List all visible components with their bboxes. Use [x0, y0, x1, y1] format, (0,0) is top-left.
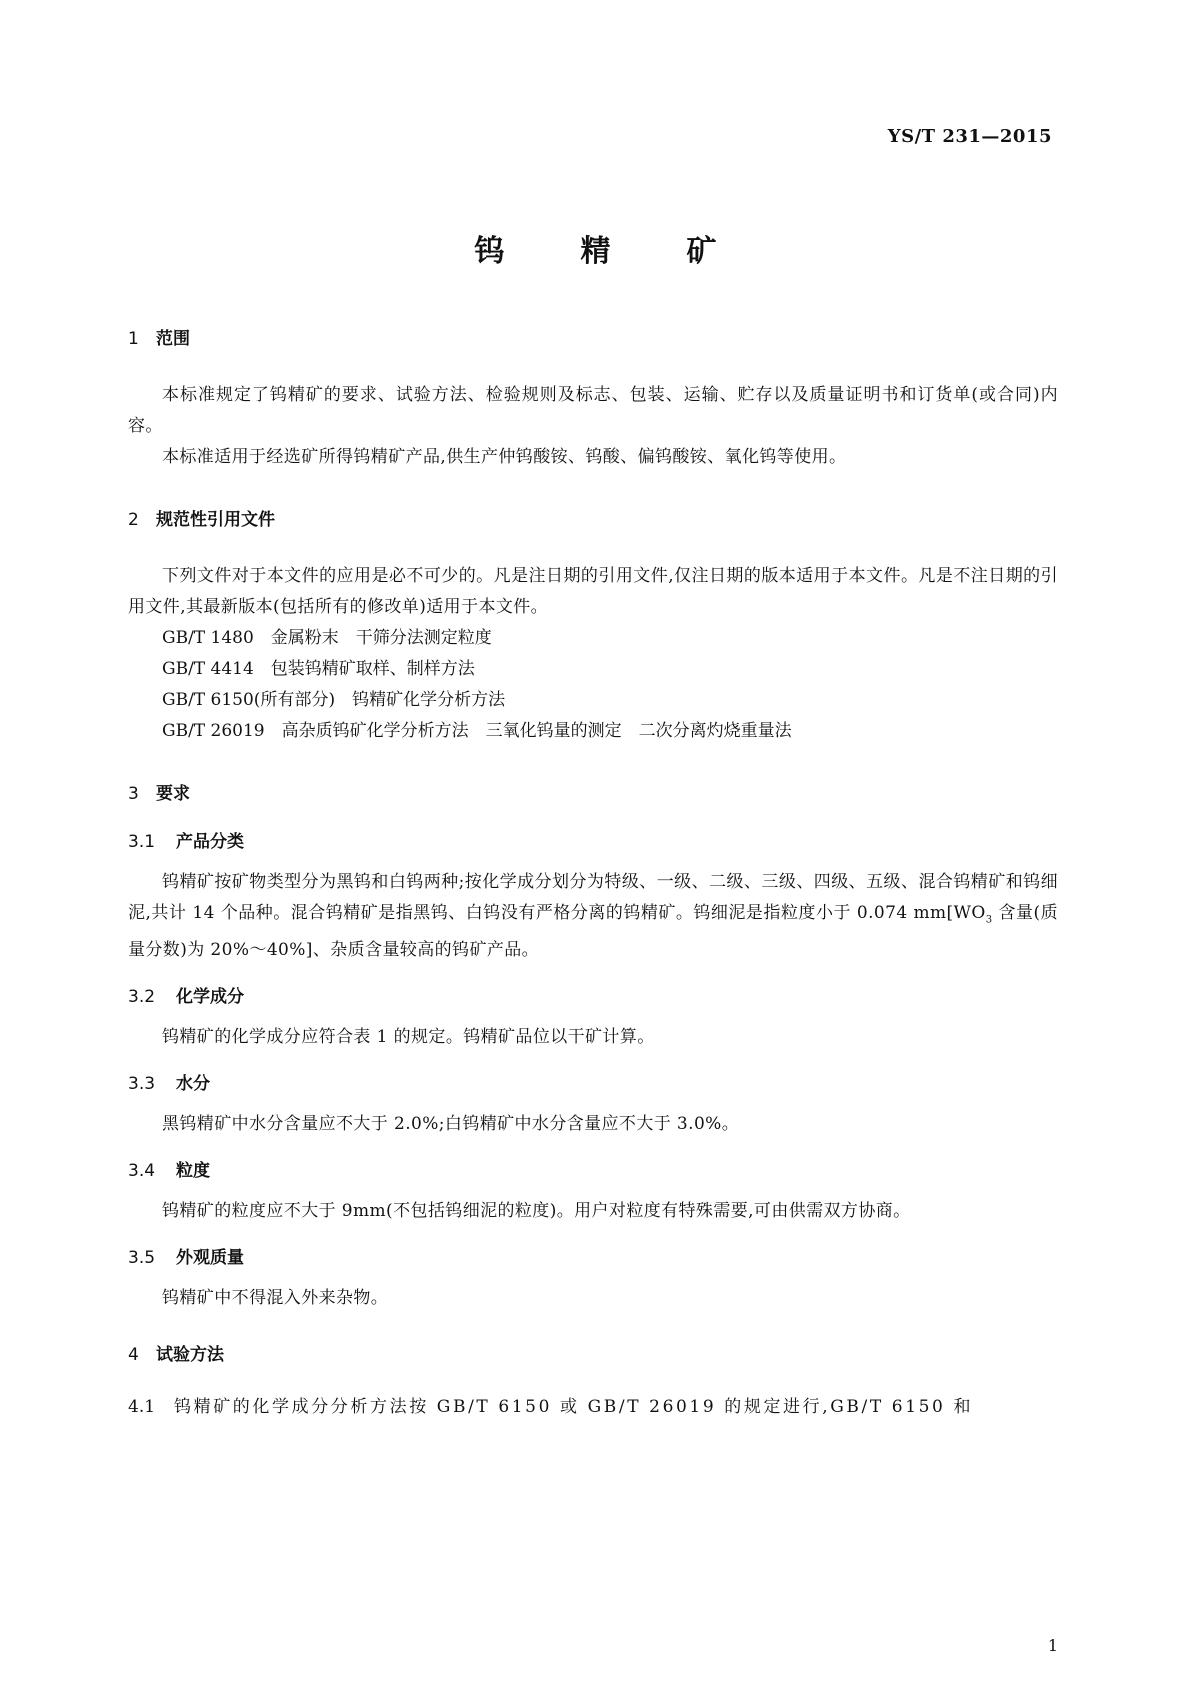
document-body: [128, 328, 1058, 1423]
section-heading-requirements: 3 要求: [128, 784, 190, 804]
paragraph: 下列文件对于本文件的应用是必不可少的。凡是注日期的引用文件,仅注日期的版本适用于本文件。凡是不注日期的引用文件,其最新版本(包括所有的修改单)适用于本文件。: [128, 566, 1058, 617]
paragraph: 本标准适用于经选矿所得钨精矿产品,供生产仲钨酸铵、钨酸、偏钨酸铵、氧化钨等使用。: [162, 447, 847, 467]
paragraph: 钨精矿按矿物类型分为黑钨和白钨两种;按化学成分划分为特级、一级、二级、三级、四级、五级、混合钨精矿和钨细泥,共计 14 个品种。混合钨精矿是指黑钨、白钨没有严格分离的钨精矿。钨细泥是指粒度小于 0.074 $mm[WO_3$ 含量(质量分数)为 20%～40%]、杂质含量较高的钨矿产品。: [128, 872, 1058, 961]
paragraph: 钨精矿的粒度应不大于 9mm(不包括钨细泥的粒度)。用户对粒度有特殊需要,可由供需双方协商。: [162, 1201, 911, 1222]
paragraph: 黑钨精矿中水分含量应不大于 2.0%;白钨精矿中水分含量应不大于 3.0%。: [162, 1114, 740, 1135]
paragraph: 钨精矿的化学成分应符合表 1 的规定。钨精矿品位以干矿计算。: [162, 1027, 655, 1048]
subsection-heading-moisture: 3.3 水分: [128, 1074, 210, 1095]
reference-item: GB/T 6150(所有部分) 钨精矿化学分析方法: [162, 690, 506, 710]
section-heading-test-methods: 4 试验方法: [128, 1345, 224, 1366]
section-heading-scope: 1 范围: [128, 329, 190, 349]
document-title: [0, 226, 1191, 270]
page-number: 1: [1047, 1636, 1058, 1655]
reference-item: GB/T 26019 高杂质钨矿化学分析方法 三氧化钨量的测定 二次分离灼烧重量法: [162, 721, 792, 741]
clause-4-1: 4.1 钨精矿的化学成分分析方法按 GB/T 6150 或 GB/T 26019 的规定进行,GB/T 6150 和: [128, 1397, 974, 1418]
reference-item: GB/T 4414 包装钨精矿取样、制样方法: [162, 659, 475, 679]
paragraph: 钨精矿中不得混入外来杂物。: [162, 1288, 389, 1309]
title-char: 精: [580, 234, 611, 269]
subsection-heading-appearance: 3.5 外观质量: [128, 1248, 244, 1269]
subsection-heading-particle-size: 3.4 粒度: [128, 1161, 210, 1182]
reference-item: GB/T 1480 金属粉末 干筛分法测定粒度: [162, 628, 492, 648]
subsection-heading-chemical-composition: 3.2 化学成分: [128, 987, 244, 1008]
section-heading-normative-references: 2 规范性引用文件: [128, 510, 275, 530]
paragraph: 本标准规定了钨精矿的要求、试验方法、检验规则及标志、包装、运输、贮存以及质量证明书和订货单(或合同)内容。: [128, 385, 1058, 436]
title-char: 矿: [686, 234, 717, 269]
subsection-heading-classification: 3.1 产品分类: [128, 832, 244, 852]
title-char: 钨: [474, 234, 505, 269]
standard-code: YS/T 231—2015: [887, 126, 1052, 147]
